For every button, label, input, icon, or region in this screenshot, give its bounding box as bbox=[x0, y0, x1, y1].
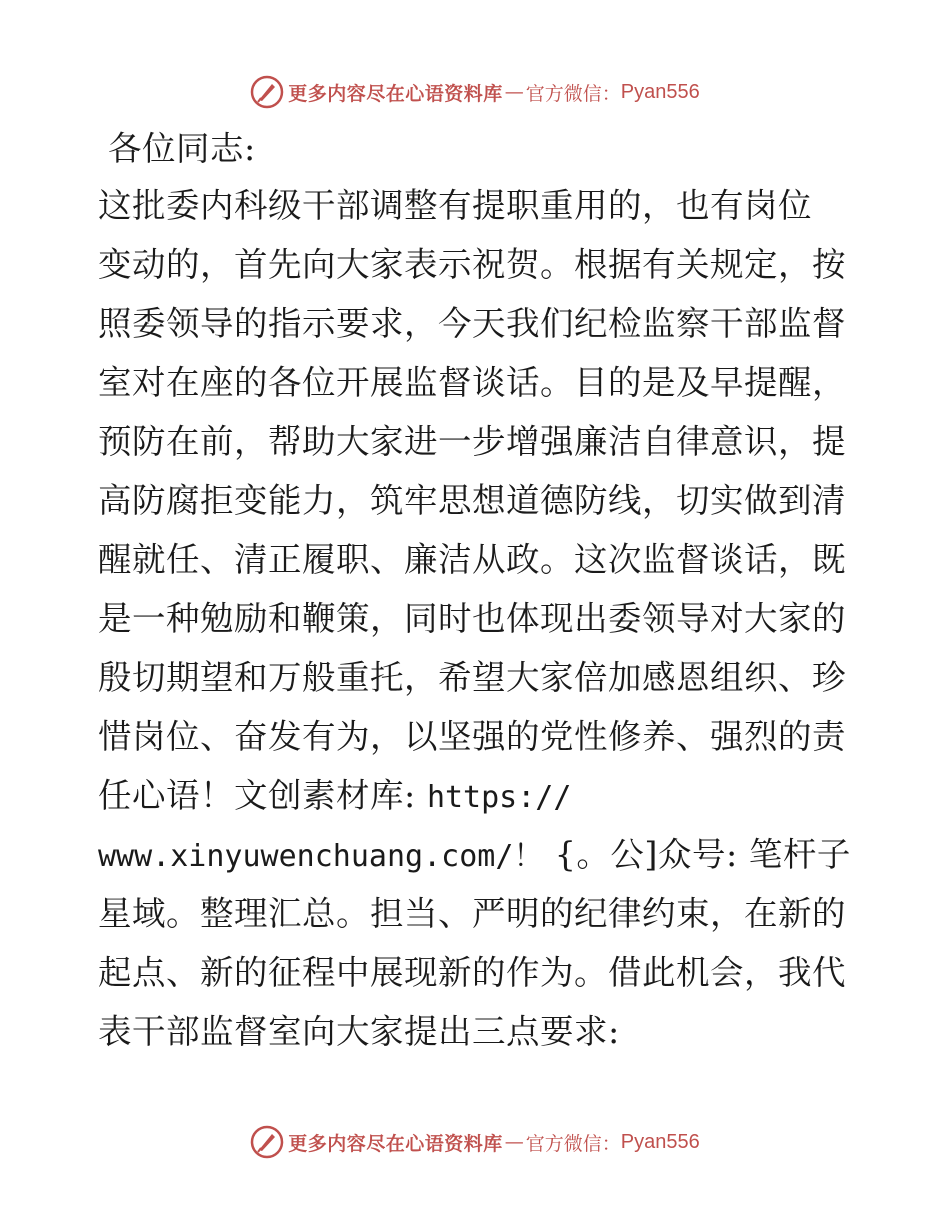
paragraph-line: 这批委内科级干部调整有提职重用的，也有岗位 bbox=[98, 186, 812, 225]
paragraph-line: 照委领导的指示要求，今天我们纪检监察干部监督 bbox=[98, 304, 846, 343]
document-body bbox=[98, 122, 858, 1061]
watermark-separator: — bbox=[504, 1131, 524, 1153]
watermark-wechat-label: 官方微信： bbox=[525, 1132, 621, 1155]
paragraph-line: 惜岗位、奋发有为，以坚强的党性修养、强烈的责 bbox=[98, 717, 846, 756]
line-text: {。公]众号: 笔杆子 bbox=[543, 835, 851, 874]
watermark-text: 更多内容尽在心语资料库 bbox=[288, 1132, 503, 1155]
salutation: 各位同志: bbox=[108, 129, 256, 168]
paragraph-line: 是一种勉励和鞭策，同时也体现出委领导对大家的 bbox=[98, 599, 846, 638]
header-watermark bbox=[0, 72, 950, 112]
paragraph-line-url-end bbox=[98, 825, 858, 884]
url-part-2: www.xinyuwenchuang.com/！ bbox=[98, 839, 544, 874]
footer-watermark bbox=[0, 1122, 950, 1162]
watermark-separator: — bbox=[504, 81, 524, 103]
paragraph-line: 高防腐拒变能力，筑牢思想道德防线，切实做到清 bbox=[98, 481, 846, 520]
paragraph-line: 殷切期望和万般重托，希望大家倍加感恩组织、珍 bbox=[98, 658, 846, 697]
paragraph-line-url-start bbox=[98, 766, 858, 825]
paragraph-line: 醒就任、清正履职、廉洁从政。这次监督谈话，既 bbox=[98, 540, 846, 579]
paragraph-line: 变动的，首先向大家表示祝贺。根据有关规定，按 bbox=[98, 245, 846, 284]
feather-pen-logo-icon bbox=[250, 75, 284, 109]
watermark-wechat-id: Pyan556 bbox=[620, 1130, 700, 1153]
watermark-text: 更多内容尽在心语资料库 bbox=[288, 82, 503, 105]
watermark-wechat-id: Pyan556 bbox=[620, 80, 700, 103]
line-text: 任心语！文创素材库: bbox=[98, 776, 427, 815]
url-part-1: https:// bbox=[426, 780, 572, 815]
paragraph-line: 室对在座的各位开展监督谈话。目的是及早提醒， bbox=[98, 363, 846, 402]
paragraph-line: 表干部监督室向大家提出三点要求: bbox=[98, 1012, 620, 1051]
paragraph-line: 星域。整理汇总。担当、严明的纪律约束，在新的 bbox=[98, 894, 846, 933]
paragraph-line: 预防在前，帮助大家进一步增强廉洁自律意识，提 bbox=[98, 422, 846, 461]
feather-pen-logo-icon bbox=[250, 1125, 284, 1159]
watermark-wechat-label: 官方微信： bbox=[525, 82, 621, 105]
paragraph-line: 起点、新的征程中展现新的作为。借此机会，我代 bbox=[98, 953, 846, 992]
